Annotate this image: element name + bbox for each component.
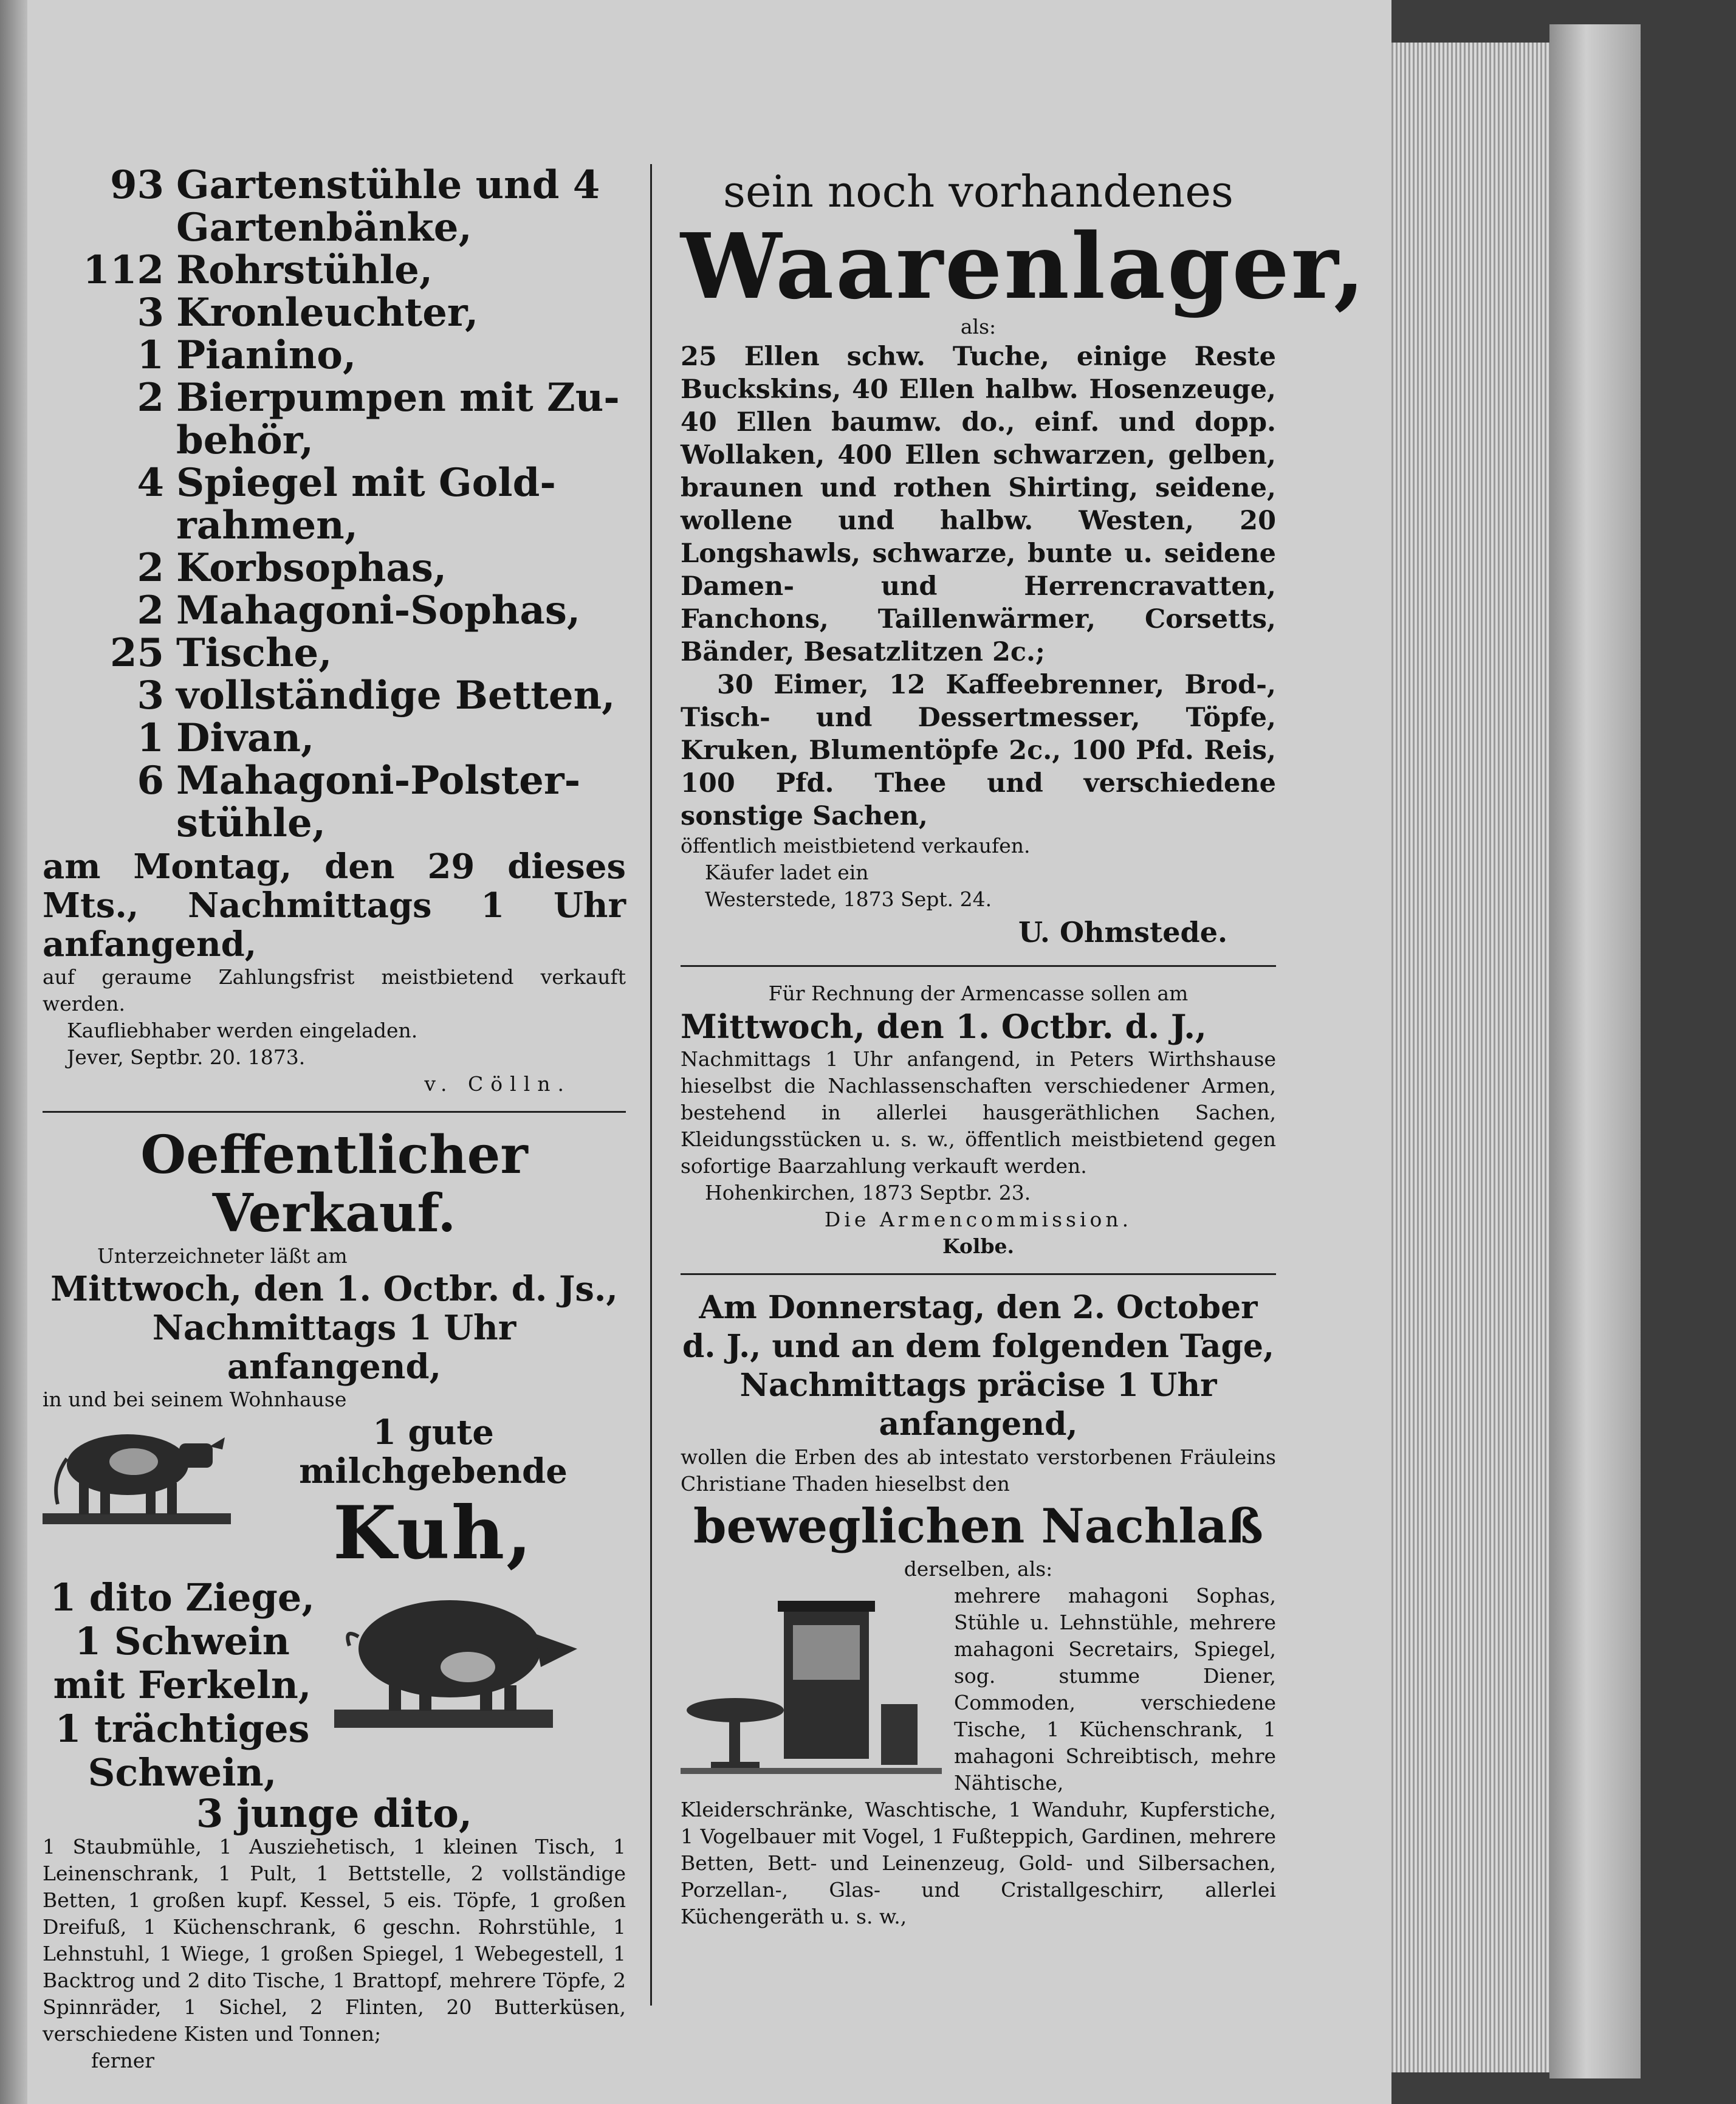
animal-item: 1 dito Ziege, [50, 1575, 315, 1620]
auction-item [43, 590, 626, 632]
auction-item-count: 6 [137, 758, 164, 803]
warehouse-place-date: Westerstede, 1873 Sept. 24. [705, 887, 992, 911]
animal-list [43, 1576, 322, 1795]
armen-commission: Die Armencommission. [824, 1208, 1133, 1231]
auction-item-text: Korbsophas, [176, 545, 447, 591]
warehouse-buyers: Käufer ladet ein [705, 861, 869, 884]
auction-item-text: Spiegel mit Gold- [176, 460, 556, 506]
auction-item [43, 504, 626, 547]
armen-body: Nachmittags 1 Uhr anfangend, in Peters Wirthshause hieselbst die Nachlassenschaften verschiedener Armen, bestehend in allerlei hausgeräthlichen Sachen, Kleidungsstücken u. s. w., öffentlich meistbietend gegen sofortige Baarzahlung verkauft werden. [681, 1047, 1276, 1178]
public-sale-time: Nachmittags 1 Uhr anfangend, [152, 1308, 516, 1387]
animal-item: mit Ferkeln, [53, 1663, 312, 1707]
auction-item-count: 25 [109, 630, 164, 676]
auction-item [43, 802, 626, 845]
auction-item [43, 760, 626, 802]
auction-item [43, 419, 626, 462]
auction-item-count: 3 [137, 290, 164, 335]
auction-item-count: 93 [109, 162, 164, 208]
auction-item-text: Mahagoni-Polster- [176, 758, 581, 803]
auction-terms: auf geraume Zahlungsfrist meistbietend verkauft werden. [43, 965, 626, 1016]
armen-intro: Für Rechnung der Armencasse sollen am [768, 982, 1189, 1005]
auction-item [43, 717, 626, 760]
auction-item-text: Gartenstühle und 4 [176, 162, 600, 208]
animal-item: 1 Schwein [75, 1619, 290, 1663]
auction-item-text: Mahagoni-Sophas, [176, 588, 581, 633]
divider [681, 1273, 1276, 1275]
binding-gutter [0, 0, 27, 2104]
estate-items-full: Kleiderschränke, Waschtische, 1 Wanduhr, Kupferstiche, 1 Vogelbauer mit Vogel, 1 Fußteppich, Gardinen, mehrere Betten, Bett- und Leinenzeug, Gold- und Silbersachen, Porzellan-, Glas- und Cristallgeschirr, allerlei Küchengeräth u. s. w., [681, 1798, 1276, 1928]
auction-invite: Kaufliebhaber werden eingeladen. [67, 1019, 418, 1042]
animal-item: 1 trächtiges [55, 1707, 310, 1751]
estate-furniture-row [681, 1583, 1276, 1796]
auction-item [43, 675, 626, 717]
auction-item-count: 1 [137, 715, 164, 761]
auction-item [43, 164, 626, 207]
auction-item [43, 547, 626, 590]
auction-place-date: Jever, Septbr. 20. 1873. [67, 1045, 306, 1069]
book-cover-edge [1549, 24, 1641, 2078]
divider [43, 1111, 626, 1113]
auction-item-count: 112 [83, 247, 164, 293]
auction-item [43, 462, 626, 504]
auction-item [43, 292, 626, 334]
public-sale-notice [43, 1126, 626, 2074]
auction-item-text: Pianino, [176, 332, 357, 378]
public-sale-location: in und bei seinem Wohnhause [43, 1387, 347, 1411]
armen-signature: Kolbe. [942, 1234, 1015, 1258]
cow-illustration [43, 1413, 231, 1528]
auction-item-count: 2 [137, 375, 164, 421]
auction-item-list [43, 164, 626, 845]
auction-item [43, 377, 626, 419]
young-pigs: 3 junge dito, [196, 1791, 473, 1837]
furniture-illustration [681, 1583, 942, 1783]
estate-derselben: derselben, als: [904, 1557, 1053, 1581]
warehouse-signature: U. Ohmstede. [1018, 916, 1227, 949]
auction-item [43, 249, 626, 292]
estate-title: beweglichen Nachlaß [693, 1499, 1263, 1554]
divider [681, 965, 1276, 967]
auction-item-text: Rohrstühle, [176, 247, 433, 293]
auction-item-text: Gartenbänke, [176, 205, 472, 250]
auction-signature: v. Cölln. [424, 1072, 571, 1096]
warehouse-als: als: [960, 315, 997, 339]
auction-date-line: am Montag, den 29 dieses Mts., Nachmittags 1 Uhr anfangend, [43, 847, 626, 964]
public-sale-intro: Unterzeichneter läßt am [97, 1244, 348, 1268]
auction-item-text: Divan, [176, 715, 315, 761]
warehouse-headline: Waarenlager, [681, 213, 1367, 319]
auction-item-text: Tische, [176, 630, 332, 676]
estate-notice [681, 1288, 1276, 1930]
left-column [43, 164, 626, 2074]
armen-place-date: Hohenkirchen, 1873 Septbr. 23. [705, 1181, 1031, 1205]
estate-body: wollen die Erben des ab intestato verstorbenen Fräuleins Christiane Thaden hieselbst den [681, 1445, 1276, 1496]
right-column [681, 164, 1367, 1930]
auction-item-count: 4 [137, 460, 164, 506]
warehouse-intro: sein noch vorhandenes [723, 166, 1233, 217]
auction-item-text: rahmen, [176, 503, 358, 548]
auction-item-text: Kronleuchter, [176, 290, 479, 335]
sale-details: 1 Staubmühle, 1 Ausziehetisch, 1 kleinen Tisch, 1 Leinenschrank, 1 Pult, 1 Bettstelle, 2 vollständige Betten, 1 großen kupf. Kessel, 5 eis. Töpfe, 1 großen Dreifuß, 1 Küchenschrank, 6 geschn. Rohrstühle, 1 Lehnstuhl, 1 Wiege, 1 großen Spiegel, 1 Webegestell, 1 Backtrog und 2 dito Tische, 1 Brattopf, mehrere Töpfe, 2 Spinnräder, 1 Sichel, 2 Flinten, 20 Butterküsen, verschiedene Kisten und Tonnen; [43, 1835, 626, 2046]
cow-row [43, 1413, 626, 1576]
animals-row [43, 1576, 626, 1795]
auction-item-count: 2 [137, 588, 164, 633]
auction-item-text: stühle, [176, 800, 326, 846]
column-rule [650, 164, 652, 2006]
estate-items-side: mehrere mahagoni Sophas, Stühle u. Lehnstühle, mehrere mahagoni Secretairs, Spiegel, sog. stumme Diener, Commoden, verschiedene Tische, 1 Küchenschrank, 1 mahagoni Schreibtisch, mehre Nähtische, [954, 1584, 1276, 1795]
auction-item-text: vollständige Betten, [176, 673, 616, 718]
sale-ferner: ferner [91, 2049, 155, 2072]
auction-item [43, 632, 626, 675]
warehouse-goods-2: 30 Eimer, 12 Kaffeebrenner, Brod-, Tisch- und Dessertmesser, Töpfe, Kruken, Blumentöpfe 2c., 100 Pfd. Reis, 100 Pfd. Thee und verschiedene sonstige Sachen, [681, 670, 1276, 831]
warehouse-sell: öffentlich meistbietend verkaufen. [681, 834, 1031, 858]
book-page-edges [1391, 43, 1549, 2072]
auction-item-text: Bierpumpen mit Zu- [176, 375, 620, 421]
kuh-heading: Kuh, [333, 1490, 533, 1576]
estate-date: Am Donnerstag, den 2. October d. J., und an dem folgenden Tage, Nachmittags präcise 1 Uhr anfangend, [682, 1289, 1275, 1443]
pig-illustration [322, 1576, 589, 1734]
public-sale-date: Mittwoch, den 1. Octbr. d. Js., [50, 1269, 618, 1309]
animal-item: Schwein, [87, 1750, 277, 1795]
auction-item [43, 207, 626, 249]
auction-item-text: behör, [176, 418, 314, 463]
auction-item-count: 1 [137, 332, 164, 378]
armen-date: Mittwoch, den 1. Octbr. d. J., [681, 1007, 1207, 1046]
auction-item-count: 2 [137, 545, 164, 591]
auction-item-count: 3 [137, 673, 164, 718]
warehouse-goods: 25 Ellen schw. Tuche, einige Reste Buckskins, 40 Ellen halbw. Hosenzeuge, 40 Ellen baumw. do., einf. und dopp. Wollaken, 400 Ellen schwarzen, gelben, braunen und rothen Shirting, seidene, wollene und halbw. Westen, 20 Longshawls, schwarze, bunte u. seidene Damen- und Herrencravatten, Fanchons, Taillenwärmer, Corsetts, Bänder, Besatzlitzen 2c.; [681, 342, 1276, 667]
cow-line: 1 gute milchgebende [299, 1412, 568, 1491]
armen-notice [681, 980, 1276, 1260]
public-sale-title: Oeffentlicher Verkauf. [140, 1124, 528, 1244]
auction-item [43, 334, 626, 377]
